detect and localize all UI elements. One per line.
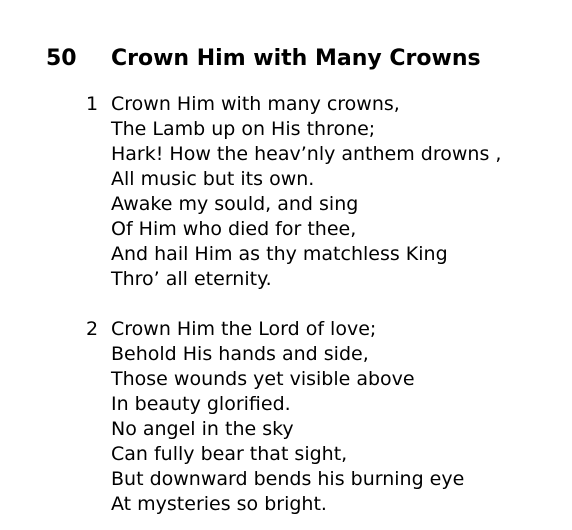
verse-line: The Lamb up on His throne; <box>111 118 376 140</box>
verse-line: At mysteries so bright. <box>111 493 327 515</box>
verse-line: Thro’ all eternity. <box>111 268 272 290</box>
hymn-title: Crown Him with Many Crowns <box>111 46 481 71</box>
verse-line: But downward bends his burning eye <box>111 468 465 490</box>
hymn-number: 50 <box>46 46 77 71</box>
verse-lines <box>111 317 464 517</box>
verse-line: Crown Him with many crowns, <box>111 93 400 115</box>
verse-line: Crown Him the Lord of love; <box>111 318 377 340</box>
verse-number: 2 <box>86 318 99 340</box>
verse-line: Those wounds yet visible above <box>111 368 415 390</box>
verse-line: Behold His hands and side, <box>111 343 369 365</box>
verse-line: In beauty glorified. <box>111 393 291 415</box>
verse-line: All music but its own. <box>111 168 315 190</box>
verse-number: 1 <box>86 93 99 115</box>
verse-line: No angel in the sky <box>111 418 294 440</box>
verse-line: Hark! How the heav’nly anthem drowns , <box>111 143 502 165</box>
verse-lines <box>111 92 501 292</box>
verse-line: Of Him who died for thee, <box>111 218 357 240</box>
hymn-header <box>46 44 481 74</box>
verse-line: Awake my sould, and sing <box>111 193 359 215</box>
verse-line: Can fully bear that sight, <box>111 443 348 465</box>
verse-line: And hail Him as thy matchless King <box>111 243 448 265</box>
